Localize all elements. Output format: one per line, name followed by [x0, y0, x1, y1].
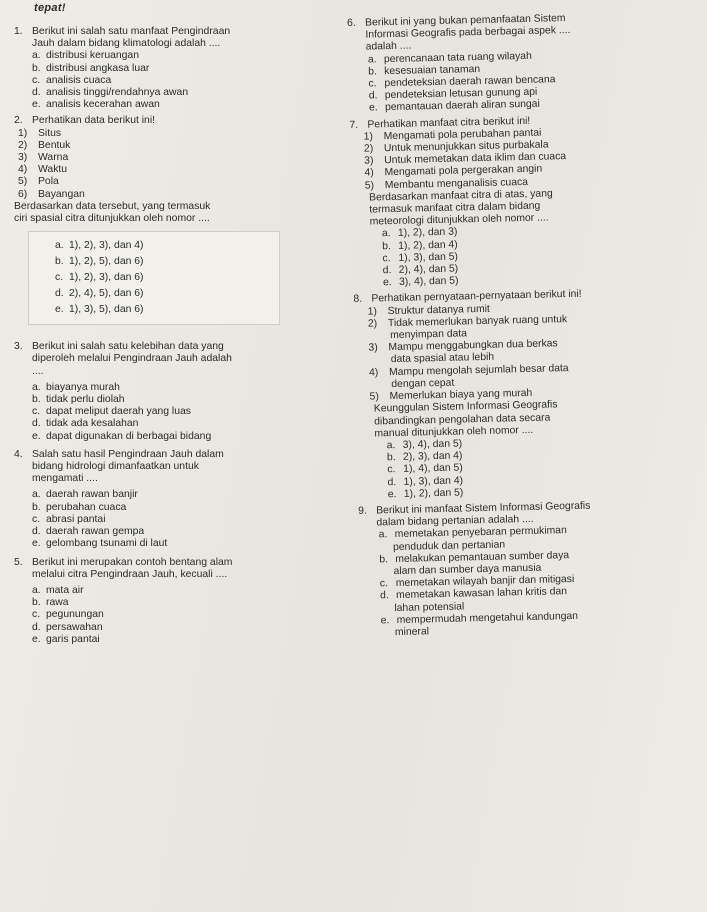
question-text: Berikut ini yang bukan pemanfaatan Sistem	[364, 13, 566, 29]
option-a[interactable]: a. distribusi keruangan	[32, 50, 139, 62]
option-e[interactable]: e. analisis kecerahan awan	[32, 99, 160, 111]
question-number: 2.	[14, 115, 23, 127]
question-number: 1.	[14, 26, 23, 37]
option-b[interactable]: b. distribusi angkasa luar	[32, 62, 150, 74]
question-number: 4.	[14, 448, 23, 460]
option-c[interactable]: c. 1), 2), 3), dan 6)	[55, 272, 144, 284]
option-e[interactable]: e. gelombang tsunami di laut	[32, 538, 168, 550]
list-item: 5) Pola	[18, 176, 59, 188]
list-item: 6) Bayangan	[18, 188, 85, 200]
question-stem: meteorologi ditunjukkan oleh nomor ....	[369, 212, 549, 228]
question-stem: Keunggulan Sistem Informasi Geografis	[373, 399, 558, 415]
answer-options-box	[28, 231, 280, 325]
option-a[interactable]: a. memetakan penyebaran permukiman	[378, 525, 567, 541]
option-e[interactable]: e. 3), 4), dan 5)	[382, 275, 459, 289]
list-item: 1) Struktur datanya rumit	[367, 303, 490, 318]
option-c[interactable]: c. abrasi pantai	[32, 513, 106, 525]
option-b[interactable]: b. rawa	[32, 597, 69, 609]
question-8: 8. Perhatikan pernyataan-pernyataan berikut ini! 1) Struktur datanya rumit 2) Tidak memerlukan banyak ruang untuk menyimpan data 3) Mampu menggabungkan dua berkas data spasial atau lebih 4) Mampu mengolah sejumlah besar data dengan cepat 5) Memerlukan biaya yang murah Keunggulan Sistem Informasi Geografis dibandingkan pengolahan data secara manual ditunjukkan oleh nomor .... a. 3), 4), dan 5) b. 2), 3), dan 4) c. 1), 4), dan 5) d. 1), 3), dan 4) e. 1), 2), dan 5)	[353, 286, 707, 501]
question-stem: dibandingkan pengolahan data secara	[374, 411, 551, 427]
option-b[interactable]: b. melakukan pemantauan sumber daya	[379, 549, 570, 566]
list-item: 2) Tidak memerlukan banyak ruang untuk	[367, 313, 568, 330]
right-column	[347, 10, 707, 640]
option-d[interactable]: d. analisis tinggi/rendahnya awan	[32, 87, 189, 99]
question-text: Perhatikan pernyataan-pernyataan berikut ini!	[371, 289, 582, 305]
list-item: 2) Untuk menunjukkan situs purbakala	[363, 139, 549, 155]
question-2	[14, 115, 339, 325]
left-column	[14, 26, 339, 646]
option-e[interactable]: e. dapat digunakan di berbagai bidang	[32, 430, 212, 442]
option-c[interactable]: c. 1), 4), dan 5)	[387, 462, 463, 476]
option-b[interactable]: b. 1), 2), dan 4)	[382, 239, 458, 252]
option-a[interactable]: a. 1), 2), 3), dan 4)	[55, 240, 144, 252]
option-a[interactable]: a. 3), 4), dan 5)	[386, 438, 463, 452]
question-text: Jauh dalam bidang klimatologi adalah ....	[32, 38, 221, 50]
list-item: 1) Situs	[18, 127, 62, 139]
question-text: Berikut ini salah satu manfaat Pengindraan	[32, 26, 231, 37]
option-a[interactable]: a. 1), 2), dan 3)	[381, 227, 458, 240]
question-4: 4. Salah satu hasil Pengindraan Jauh dalam bidang hidrologi dimanfaatkan untuk mengamati .... a. daerah rawan banjir b. perubahan cuaca c. abrasi pantai d. daerah rawan gempa e. gelombang tsunami di laut	[14, 449, 339, 551]
question-number: 9.	[358, 505, 367, 517]
option-a[interactable]: a. biayanya murah	[32, 381, 120, 393]
option-d[interactable]: d. 2), 4), 5), dan 6)	[55, 288, 144, 300]
question-number: 8.	[353, 294, 363, 306]
option-c[interactable]: c. memetakan wilayah banjir dan mitigasi	[379, 574, 575, 590]
list-item: 1) Mengamati pola perubahan pantai	[363, 127, 542, 143]
option-e[interactable]: e. mempermudah mengetahui kandungan	[380, 610, 579, 627]
option-d[interactable]: d. 2), 4), dan 5)	[382, 263, 459, 277]
question-number: 3.	[14, 341, 23, 353]
option-b[interactable]: b. 2), 3), dan 4)	[386, 450, 463, 464]
option-e[interactable]: e. garis pantai	[32, 633, 100, 645]
question-text: Salah satu hasil Pengindraan Jauh dalam	[32, 448, 224, 460]
option-d[interactable]: d. pendeteksian letusan gunung api	[368, 86, 538, 102]
question-number: 7.	[349, 119, 359, 131]
list-item: 2) Bentuk	[18, 139, 71, 151]
option-c[interactable]: c. analisis cuaca	[32, 74, 112, 86]
question-stem: termasuk manfaat citra dalam bidang	[369, 200, 541, 216]
option-a[interactable]: a. perencanaan tata ruang wilayah	[367, 50, 532, 66]
option-d[interactable]: d. persawahan	[32, 621, 103, 633]
question-text: Berikut ini salah satu kelebihan data yang	[32, 341, 224, 353]
question-1	[14, 26, 339, 111]
question-text: Berikut ini merupakan contoh bentang alam	[32, 556, 233, 568]
question-text: Perhatikan manfaat citra berikut ini!	[367, 115, 531, 131]
option-c[interactable]: c. pegunungan	[32, 609, 104, 621]
option-c[interactable]: c. 1), 3), dan 5)	[382, 251, 459, 265]
option-a[interactable]: a. mata air	[32, 584, 84, 596]
list-item: 5) Membantu menganalisis cuaca	[364, 176, 529, 192]
question-number: 6.	[347, 17, 356, 29]
list-item: 4) Mampu mengolah sejumlah besar data	[368, 362, 569, 379]
option-d[interactable]: d. tidak ada kesalahan	[32, 418, 139, 430]
option-d[interactable]: d. memetakan kawasan lahan kritis dan	[380, 586, 568, 602]
option-b[interactable]: b. kesesuaian tanaman	[368, 63, 481, 78]
list-item: 4) Mengamati pola pergerakan angin	[364, 164, 543, 180]
option-d[interactable]: d. daerah rawan gempa	[32, 526, 145, 538]
question-text: Berikut ini manfaat Sistem Informasi Geografis	[376, 500, 591, 517]
question-number: 5.	[14, 556, 23, 568]
option-c[interactable]: c. dapat meliput daerah yang luas	[32, 406, 191, 418]
question-stem: Berdasarkan data tersebut, yang termasuk	[14, 200, 211, 212]
list-item: 4) Waktu	[18, 164, 68, 176]
option-d[interactable]: d. 1), 3), dan 4)	[387, 475, 464, 488]
question-3: 3. Berikut ini salah satu kelebihan data yang diperoleh melalui Pengindraan Jauh adalah .... a. biayanya murah b. tidak perlu diolah c. dapat meliput daerah yang luas d. tidak ada kesalahan e. dapat digunakan di berbagai bidang	[14, 341, 339, 443]
question-stem: Berdasarkan manfaat citra di atas, yang	[368, 188, 553, 204]
question-stem: manual ditunjukkan oleh nomor ....	[374, 424, 534, 440]
option-e[interactable]: e. 1), 3), 5), dan 6)	[55, 304, 144, 316]
question-stem: ciri spasial citra ditunjukkan oleh nomor ....	[14, 213, 210, 225]
list-item: 3) Warna	[18, 152, 69, 164]
option-c[interactable]: c. pendeteksian daerah rawan bencana	[368, 74, 556, 90]
question-7	[349, 112, 703, 291]
instruction-header: tepat!	[34, 2, 66, 14]
list-item: 5) Memerlukan biaya yang murah	[369, 387, 533, 403]
question-9: 9. Berikut ini manfaat Sistem Informasi Geografis dalam bidang pertanian adalah .... a. memetakan penyebaran permukiman penduduk dan pertanian b. melakukan pemantauan sumber daya alam dan sumber daya manusia c. memetakan wilayah banjir dan mitigasi d. memetakan kawasan lahan kritis dan lahan potensial e. mempermudah mengetahui kandungan mineral	[358, 498, 707, 640]
list-item: 3) Mampu menggabungkan dua berkas	[368, 338, 558, 354]
list-item: 3) Untuk memetakan data iklim dan cuaca	[364, 151, 567, 167]
question-6: 6. Berikut ini yang bukan pemanfaatan Sistem Informasi Geografis pada berbagai aspek .... adalah .... a. perencanaan tata ruang wilayah b. kesesuaian tanaman c. pendeteksian daerah rawan bencana d. pendeteksian letusan gunung api e. pemantauan daerah aliran sungai	[347, 10, 699, 116]
option-b[interactable]: b. tidak perlu diolah	[32, 394, 125, 406]
option-e[interactable]: e. 1), 2), dan 5)	[387, 487, 464, 500]
option-e[interactable]: e. pemantauan daerah aliran sungai	[368, 99, 540, 114]
question-text: Perhatikan data berikut ini!	[32, 115, 156, 127]
option-b[interactable]: b. perubahan cuaca	[32, 501, 127, 513]
question-5: 5. Berikut ini merupakan contoh bentang alam melalui citra Pengindraan Jauh, kecuali .... a. mata air b. rawa c. pegunungan d. persawahan e. garis pantai	[14, 557, 339, 646]
option-b[interactable]: b. 1), 2), 5), dan 6)	[55, 256, 144, 268]
option-a[interactable]: a. daerah rawan banjir	[32, 489, 138, 501]
